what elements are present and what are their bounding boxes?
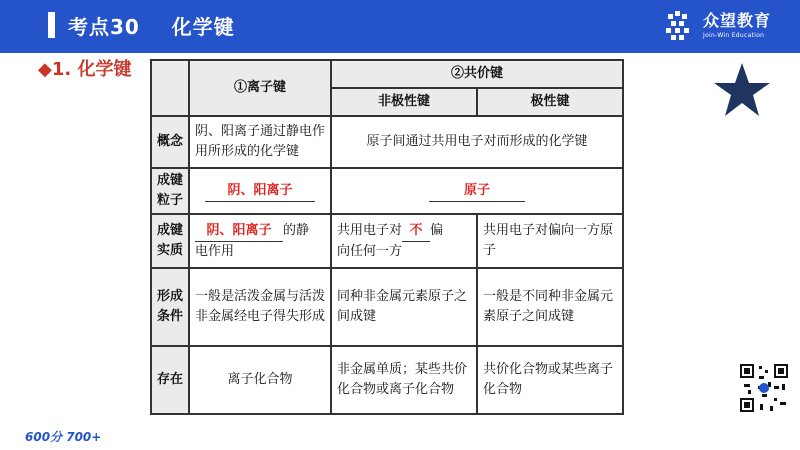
cell-existence-nonpolar: 非金属单质；某些共价化合物或离子化合物	[331, 346, 477, 414]
header-ionic-bond: ①离子键	[189, 60, 331, 116]
cell-text: 的静	[283, 222, 310, 238]
cell-concept-covalent: 原子间通过共用电子对而形成的化学键	[331, 116, 623, 168]
row-label-essence: 成键实质	[151, 214, 189, 268]
answer-blank: 阴、阳离子	[205, 181, 315, 202]
answer-blank: 不	[402, 221, 430, 242]
table-corner-cell	[151, 60, 189, 116]
cell-text: 偏	[430, 222, 444, 238]
cell-text: 电作用	[195, 243, 235, 259]
row-label-particles: 成键粒子	[151, 168, 189, 214]
brand-name: 众望教育	[703, 11, 772, 30]
row-label-concept: 概念	[151, 116, 189, 168]
chemical-bond-table	[150, 59, 624, 415]
cell-concept-ionic: 阴、阳离子通过静电作用所形成的化学键	[189, 116, 331, 168]
cell-particles-covalent	[331, 168, 623, 214]
qr-code-icon	[738, 362, 790, 414]
cell-essence-polar: 共用电子对偏向一方原子	[477, 214, 623, 268]
cell-particles-ionic	[189, 168, 331, 214]
page-title: 考点30 化学键	[68, 15, 235, 39]
answer-blank: 原子	[429, 181, 525, 202]
row-label-existence: 存在	[151, 346, 189, 414]
row-label-formation: 形成条件	[151, 268, 189, 346]
cell-essence-ionic	[189, 214, 331, 268]
header-polar-bond: 极性键	[477, 88, 623, 116]
section-title: ◆1. 化学键	[38, 59, 132, 80]
cell-existence-polar: 共价化合物或某些离子化合物	[477, 346, 623, 414]
star-icon	[712, 62, 772, 118]
brand-subtitle: Join-Win Education	[703, 32, 765, 39]
footer-logo: 600分 700+	[25, 430, 102, 444]
cell-existence-ionic: 离子化合物	[189, 346, 331, 414]
header-covalent-bond: ②共价键	[331, 60, 623, 88]
cell-formation-ionic: 一般是活泼金属与活泼非金属经电子得失形成	[189, 268, 331, 346]
header-accent-mark	[48, 12, 55, 38]
header-nonpolar-bond: 非极性键	[331, 88, 477, 116]
cell-formation-nonpolar: 同种非金属元素原子之间成键	[331, 268, 477, 346]
answer-blank: 阴、阳离子	[195, 221, 283, 242]
cell-text: 共用电子对	[337, 222, 403, 238]
cell-text: 向任何一方	[337, 243, 403, 259]
cell-essence-nonpolar	[331, 214, 477, 268]
cell-formation-polar: 一般是不同种非金属元素原子之间成键	[477, 268, 623, 346]
